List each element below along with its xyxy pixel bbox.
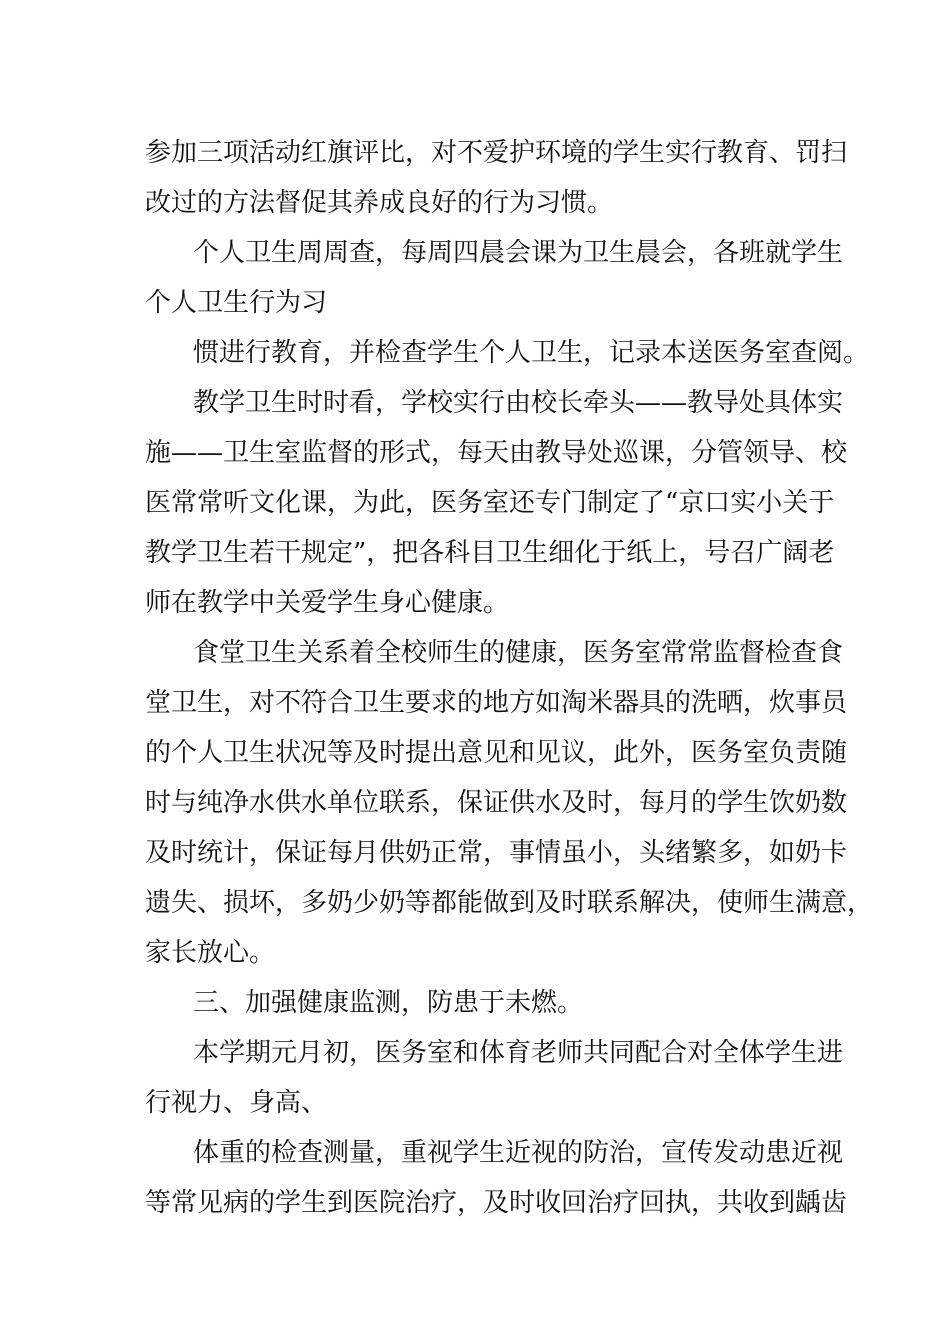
paragraph-first-line: 食堂卫生关系着全校师生的健康，医务室常常监督检查食 [193,638,844,668]
text-line: 行视力、身高、 [145,1088,328,1118]
paragraph-first-line: 教学卫生时时看，学校实行由校长牵头——教导处具体实 [193,388,844,418]
paragraph-first-line: 本学期元月初，医务室和体育老师共同配合对全体学生进 [193,1038,844,1068]
section-heading: 三、加强健康监测，防患于未燃。 [193,988,584,1018]
text-line: 堂卫生，对不符合卫生要求的地方如淘米器具的洗晒，炊事员 [145,688,848,718]
text-line: 时与纯净水供水单位联系，保证供水及时，每月的学生饮奶数 [145,788,848,818]
text-line: 家长放心。 [145,938,276,968]
text-line: 师在教学中关爱学生身心健康。 [145,588,510,618]
text-line: 教学卫生若干规定”，把各科目卫生细化于纸上，号召广阔老 [145,538,835,568]
text-line: 遗失、损坏，多奶少奶等都能做到及时联系解决，使师生满意， [145,888,874,918]
text-line: 个人卫生行为习 [145,288,328,318]
text-line: 等常见病的学生到医院治疗，及时收回治疗回执，共收到龋齿 [145,1188,848,1218]
text-line: 及时统计，保证每月供奶正常，事情虽小，头绪繁多，如奶卡 [145,838,848,868]
text-line: 参加三项活动红旗评比，对不爱护环境的学生实行教育、罚扫 [145,138,848,168]
text-line: 施——卫生室监督的形式，每天由教导处巡课，分管领导、校 [145,438,848,468]
paragraph-first-line: 体重的检查测量，重视学生近视的防治，宣传发动患近视 [193,1138,844,1168]
paragraph-first-line: 个人卫生周周查，每周四晨会课为卫生晨会，各班就学生 [193,238,844,268]
text-line: 改过的方法督促其养成良好的行为习惯。 [145,188,614,218]
text-line: 的个人卫生状况等及时提出意见和见议，此外，医务室负责随 [145,738,848,768]
paragraph-first-line: 惯进行教育，并检查学生个人卫生，记录本送医务室查阅。 [193,338,870,368]
text-line: 医常常听文化课，为此，医务室还专门制定了“京口实小关于 [145,488,835,518]
